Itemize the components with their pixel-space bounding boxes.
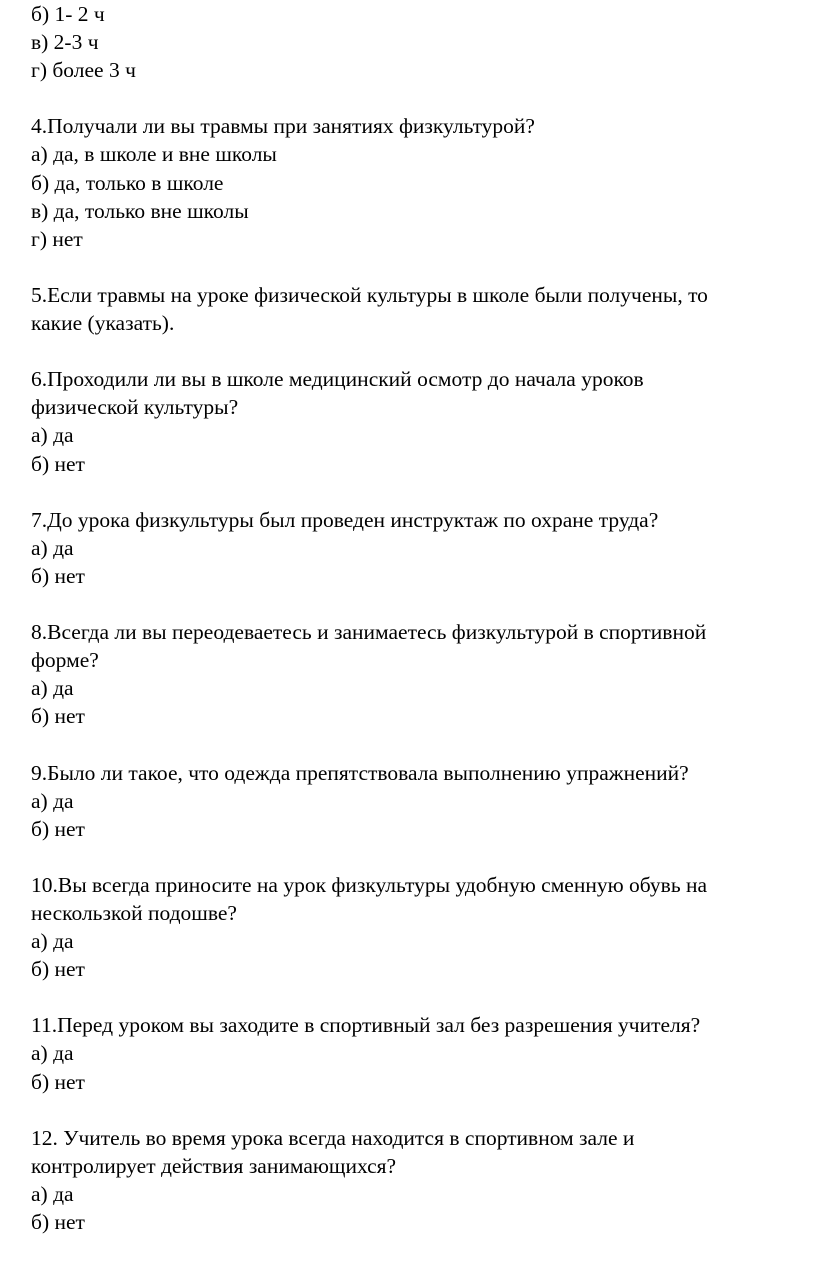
question-text: контролирует действия занимающихся?	[31, 1153, 397, 1178]
answer-option: б) нет	[31, 1210, 85, 1235]
question-text: нескользкой подошве?	[31, 901, 237, 925]
question-text: 9.Было ли такое, что одежда препятствовала выполнению упражнений?	[31, 760, 689, 785]
answer-option: а) да	[31, 535, 74, 560]
question-6	[31, 365, 811, 477]
option-v: в) 2-3 ч	[31, 30, 99, 55]
question-text: 10.Вы всегда приносите на урок физкультуры удобную сменную обувь на	[31, 872, 708, 897]
question-text: какие (указать).	[31, 311, 175, 336]
option-g: г) более 3 ч	[31, 58, 136, 83]
question-text: 8.Всегда ли вы переодеваетесь и занимаетесь физкультурой в спортивной	[31, 620, 707, 645]
question-text: 6.Проходили ли вы в школе медицинский осмотр до начала уроков	[31, 367, 644, 392]
question-text: 4.Получали ли вы травмы при занятиях физкультурой?	[31, 114, 535, 139]
answer-option: б) нет	[31, 957, 85, 982]
option-b: б) 1- 2 ч	[31, 2, 105, 26]
question-4	[31, 112, 811, 252]
answer-option: б) нет	[31, 1069, 85, 1094]
answer-option: б) да, только в школе	[31, 170, 224, 195]
answer-option: г) нет	[31, 226, 83, 251]
answer-option: а) да	[31, 1041, 74, 1066]
question-8	[31, 618, 811, 730]
answer-option: б) нет	[31, 816, 85, 841]
answer-option: а) да	[31, 929, 74, 954]
question-9	[31, 759, 811, 843]
answer-option: б) нет	[31, 704, 85, 729]
question-text: форме?	[31, 648, 99, 673]
question-text: физической культуры?	[31, 395, 239, 420]
answer-option: б) нет	[31, 451, 85, 476]
question-12	[31, 1124, 811, 1236]
answer-option: а) да	[31, 423, 74, 448]
question-text: 12. Учитель во время урока всегда находится в спортивном зале и	[31, 1125, 635, 1150]
question-5	[31, 281, 811, 337]
answer-option: б) нет	[31, 563, 85, 588]
answer-option: а) да	[31, 1181, 74, 1206]
answer-option: а) да	[31, 676, 74, 701]
answer-option: а) да, в школе и вне школы	[31, 142, 277, 167]
answer-option: а) да	[31, 788, 74, 813]
question-text: 11.Перед уроком вы заходите в спортивный зал без разрешения учителя?	[31, 1013, 701, 1038]
document-page	[31, 0, 811, 1236]
question-text: 5.Если травмы на уроке физической культуры в школе были получены, то	[31, 282, 708, 307]
question-text: 7.До урока физкультуры был проведен инструктаж по охране труда?	[31, 507, 659, 532]
answer-option: в) да, только вне школы	[31, 198, 249, 223]
question-7	[31, 506, 811, 590]
question-11	[31, 1011, 811, 1095]
question-10	[31, 871, 811, 983]
leading-options	[31, 0, 811, 84]
